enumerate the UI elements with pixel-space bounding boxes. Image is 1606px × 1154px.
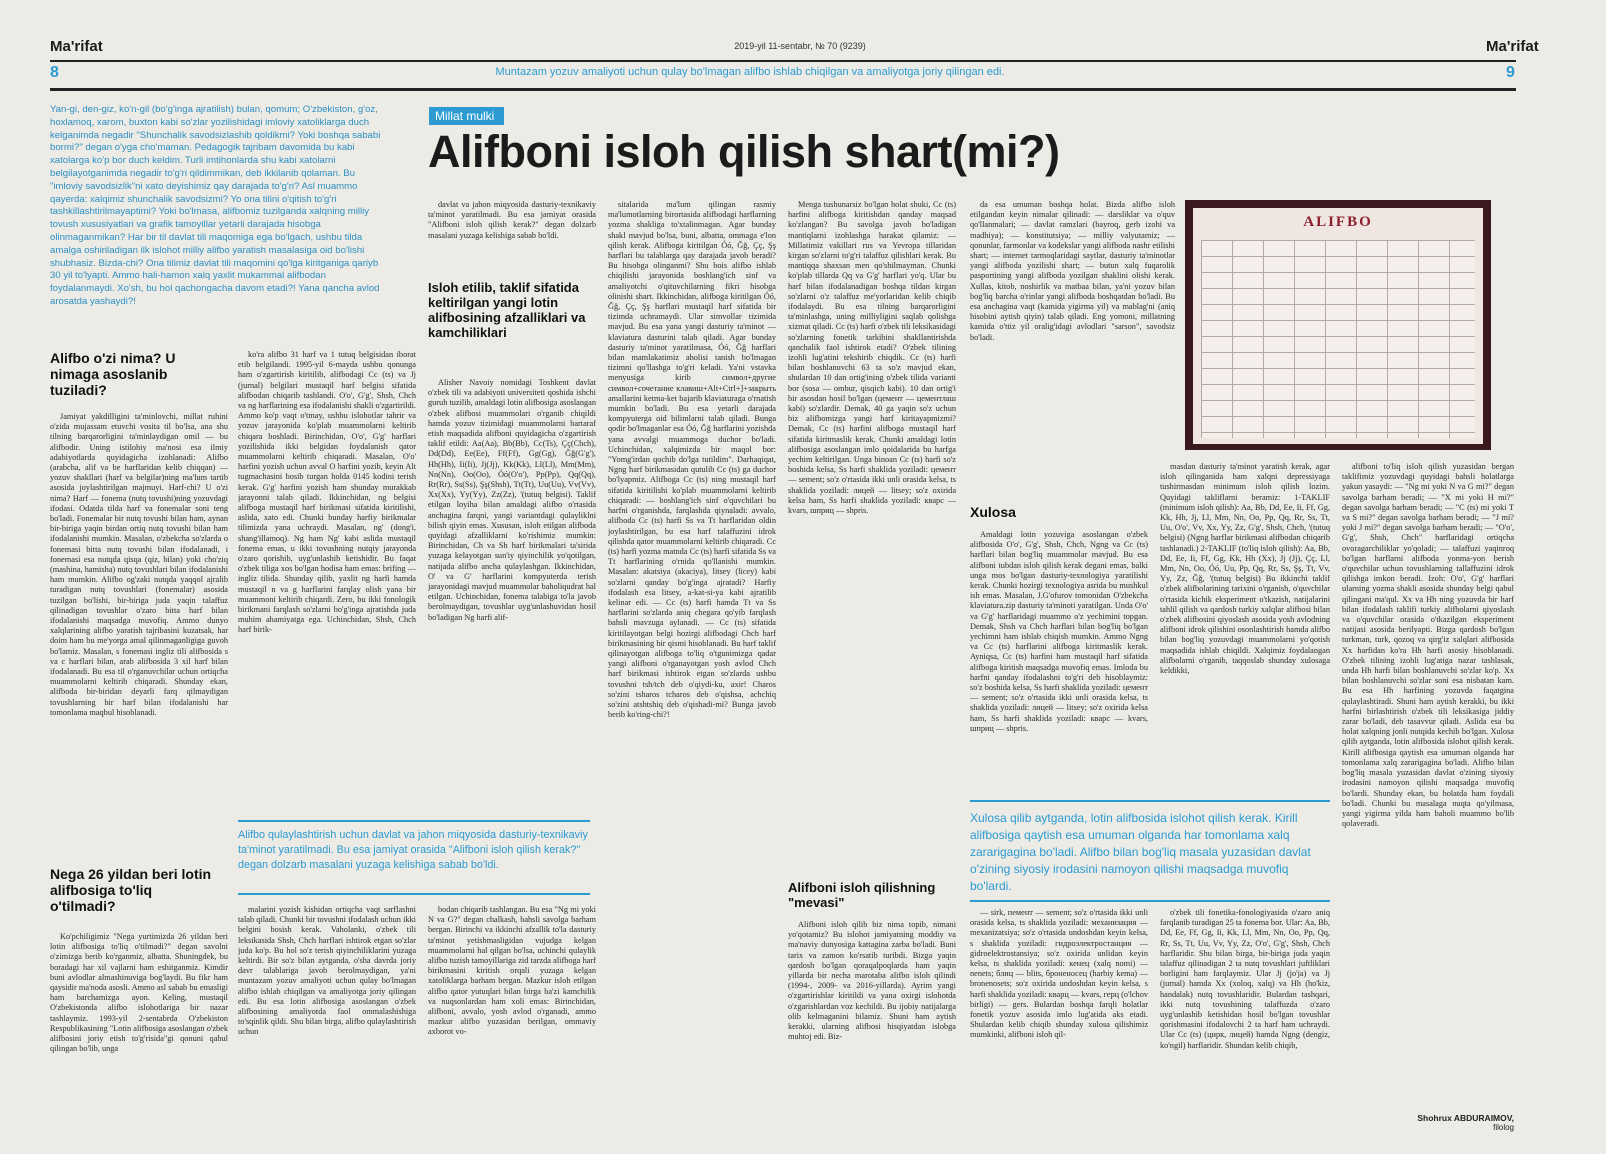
column-6b-text: Amaldagi lotin yozuviga asoslangan o'zbek alifbosida O'o', G'g', Shsh, Chch, Ngng va Cc (ts) harflari bilan bog'liq muammolar mavjud. Bu esa alifboni tubdan islоh qilish kerak degani emas, balki unga mos bo'lgan dasturiy-texnologiya yaratilishi kerak. Chunki hozirgi texnologiya asrida bu mushkul ish emas. Masalan, J.G'ofurov tomonidan O'zbekcha klaviatura.zip dasturiy ta'minoti yaratilgan. Unda O'o' va G'g' harflaridagi muammo o'z yechimini topgan. Demak, Shsh va Chch harflari bilan bog'liq bo'lgan yechimni ham ishlab chiqish mumkin. Ammo Ngng va Cc (ts) harflarini alifboga kiritmaslik kerak. Ayniqsa, Cc (ts) harfini ham mustaqil harf sifatida alifboga kiritish maqsadga muvofiq emas. Imloda bu harfni qanday ifodalashni to'g'ri deb hisoblaymiz: so'z boshida kelsa, Ss harfi shaklida yoziladi: цемент — sement; so'z o'rtasida ikki unli orasida kelsa, ts shaklida yoziladi: лицей — litsey; so'z oxirida kelsa ham, Ss harfi shaklida yoziladi: кварс — kvars, шприц — shpris. bbox=[970, 530, 1148, 733]
column-3b bbox=[428, 378, 596, 808]
left-brand: Ma'rifat bbox=[50, 38, 103, 55]
column-6c-text: — sirk, пемент — sement; so'z o'rtasida ikki unli orasida kelsa, ts shaklida yoziladi: механизация — mexanizatsiya; so'z o'rtasida undoshdan keyin kelsa, s shaklida yoziladi: гидроэлектростанция — gidroelektrostansiya; so'z oxirida unlidan keyin kelsa, ts shaklida yoziladi: кенец (xalq nomi) — nenets; блиц — blits, броненосец (harbiy kema) — bronenosets; so'z oxirida undoshdan keyin kelsa, s harfi shaklida yoziladi: кварц — kvars, герц (o'lchov birligi) — gers. Bulardan boshqa farqli holatlar fonetik yozuv asosida imlo lug'atida aks etadi. Shulardan kelib chiqib shunday xulosa qilishimiz mumkinki, alifboni islоh qil- bbox=[970, 908, 1148, 1040]
subhead-why-26-years: Nega 26 yildan beri lotin alifbosiga to'liq o'tilmadi? bbox=[50, 866, 212, 914]
column-7b-text: o'zbek tili fonetika-fonologiyasida o'zaro aniq farqlanib turadigan 25 ta fonema bor. Ular: Aa, Bb, Dd, Ee, Ff, Gg, Ii, Kk, Ll, Mm, Nn, Oo, Pp, Qq, Rr, Ss, Tt, Uu, Vv, Yy, Zz, O'o', G'g', Shsh, Chch harflaridir. Shu bilan birga, bir-biriga juda yaqin talaffuz qilinadigan 2 ta nutq tovushlari juftliklari borligini ham farqlaymiz. Ular Jj (jo'ja) va Jj (jurnal) hamda Xx (xoloq, xalq) va Hh (ho'kiz, handalak) nutq tovushlaridir. Bulardan tashqari, ikki nutq tovushining talaffuzda o'zaro uyg'unlashib ketishidan hosil bo'lgan tovushlar qorishmasini ifodalovchi 2 ta harf ham uchraydi. Ular Cc (ts) (цирк, лицей) hamda Ngng (dengiz, ko'ngil) harflaridir. Shundan kelib chiqib, bbox=[1160, 908, 1330, 1050]
column-1a bbox=[50, 412, 228, 844]
column-3c bbox=[428, 905, 596, 1133]
pull-quote-2: Xulosa qilib aytganda, lotin alifbosida islohot qilish kerak. Kirill alifbosiga qaytish esa umuman olganda har tomonlama xalq zararigagina bo'ladi. Alifbo bilan bog'liq masala yuzasidan davlat o'zining siyosiy irodasini namoyon qilishi maqsadga muvofiq bo'lardi. bbox=[970, 811, 1311, 893]
column-3a bbox=[428, 200, 596, 266]
column-1b-text: Ko'pchiligimiz "Nega yurtimizda 26 yildan beri lotin alifbosiga to'liq o'tilmadi?" degan savolni o'zimizga berib ko'rganmiz, albatta. Shuningdek, bu boradagi har xil vajlarni ham eshitganmiz. Kimdir buni avlodlar almashinuviga bog'laydi. Bu fikr ham qaysidir ma'noda asosli. Ammo asl sabab bu emasligi ham barchamizga ayon. Keling, mustaqil O'zbekistonda alifbo islohotlariga bir nazar tashlaymiz. 1993-yil 2-sentabrda O'zbekiston Respublikasining "Lotin alifbosiga asoslangan o'zbek alifbosini joriy etish to'g'risida"gi qonuni qabul qilingan bo'lib, unga bbox=[50, 932, 228, 1054]
column-8 bbox=[1342, 462, 1514, 1102]
subhead-proposed-alphabet: Isloh etilib, taklif sifatida keltirilgan yangi lotin alifbosining afzalliklari va kamchiliklari bbox=[428, 280, 586, 340]
alphabet-table-grid bbox=[1201, 240, 1475, 438]
subhead-reform-fruit: Alifboni isloh qilishning "mevasi" bbox=[788, 880, 936, 910]
author-name: Shohrux ABDURAIMOV, bbox=[1417, 1113, 1514, 1123]
column-4-text: sitalarida ma'lum qilingan rasmiy ma'lumotlarning birortasida alifbodagi harflarning yozma shakliga to'xtalinmagan. Agar bunday shakl mavjud bo'lsa, buni, albatta, ommaga e'lon qilish kerak. Alifboga kiritilgan Óó, Ğğ, Çç, Şş harflari bu talablarga qay darajada javob beradi? Bu hisobga olinganmi? Shu bois alifbo ishlab chiqilishi jarayonida boshlang'ich sinf va amaliyotchi o'qituvchilarning fikri hisobga olinishi shart. Ikkinchidan, alifboga kiritilgan Óó, Ğğ, Çç, Şş harflari mustaqil harf sifatida bir tizimda uchramaydi. Ular simvollar tizimida mavjud. Bu esa yana yangi dasturiy ta'minot — klaviatura dasturini talab qiladi. Agar bunday dasturiy ta'minot yaratilmasa, Óó, Ğğ harflari bilan mamlakatimiz aholisi tanish bo'lmagan tizimni qo'llashga to'g'ri keladi. Ya'ni vstavka menyusiga kirib символ+другие символ+сочетание клавиш+Alt+Ctrl+]+закрыть amallarini ketma-ket bajarib klaviaturaga o'rnatish mumkin bo'ladi. Bu esa yetarli darajada kompyuterga oid bilimlarni talab qiladi. Bunga qodir bo'lmaganlar esa Óó, Ğğ harflarini yozishda yana avvalgi muammoga duchor bo'ladi. Uchinchidan, xalqimizda bir maqol bor: "Yomg'irdan qochib do'lga tutildim". Darhaqiqat, Ngng harf birikmasidan qutulib Cc (ts) ga duchor bo'lyapmiz. Alifboga Cc (ts) ning mustaqil harf sifatida kiritilishi ko'plab muammolarni keltirib chiqaradi: — boshlang'ich sinf o'quvchilari bu harfni o'rganishda, farqlashda qiynaladi: avvalo, alifboda Cc (ts) harfi Ss va Tt harflaridan oldin joylashtirilgan, bu esa harf talaffuzini idrok qilishda qator muammolarni keltirib chiqaradi. Cc (ts) harfi yozma matnda Cc (ts) harfi sifatida Ss va Tt harflarining o'rnida qo'llanishi mumkin. Masalan: akatsiya (akaciya), litsey (licey) kabi so'zlarni qanday bo'g'inga ajratadi? Harfiy ifodalash esa litsey, a-kat-si-ya kabi ajratilib kelinar edi. — Cc (ts) harfi hamda Tt va Ss harflarini so'zlarda aniq chegara qo'yib farqlash bahsli mavzuga aylanadi. — Cc (ts) sifatida kiritilayotgan belgi hozirgi alifbodagi Chch harf birikmasining bir qismi hisoblanadi. Bu harf taklif qilinayotgan alifboga to'liq o'tgunimizga qadar yangi alifboni o'rganayotgan yosh avlod Chch harf birikmasi ishtirok etgan so'zlarda ushbu tovushni tsh/tch deb o'qiydi-ku, axir! Charos so'zini tsharos tcharos deb o'qishsa, achchiq so'zini atshtshiq deb o'qishadi-mi? Bunga javob berib ko'ring-chi?! bbox=[608, 200, 776, 720]
header-rule-bottom bbox=[50, 88, 1516, 91]
column-1b bbox=[50, 932, 228, 1132]
column-2b bbox=[238, 905, 416, 1133]
column-4 bbox=[608, 200, 776, 1133]
article-title: Alifboni isloh qilish shart(mi?) bbox=[428, 126, 1060, 177]
alphabet-board-photo bbox=[1185, 200, 1491, 450]
column-3c-text: bodan chiqarib tashlangan. Bu esa "Ng mi yoki N va G?" degan chalkash, bahsli savolga barham bergan. Birinchi va ikkinchi afzallik to'la dasturiy ta'minot yetishmasligidan vujudga kelgan muammolarni hal qilgan bo'lsa, uchinchi qulaylik alifbo tuzish tamoyillariga zid tarzda alifboga harf birikmasini kiritish orqali yuzaga kelgan xatoliklarga barham bergan. Mazkur islоh etilgan alifbo qator yutuqlari bilan birga ba'zi kamchilik va nuqsonlardan ham xoli emas: Birinchidan, alifboni, avvalo, yosh avlod o'rganadi, ammo mazkur alifbo yuzasidan berilgan, ommaviy axborot vo- bbox=[428, 905, 596, 1037]
column-7b bbox=[1160, 908, 1330, 1133]
author-signature bbox=[1417, 1113, 1514, 1132]
pull-quote-1: Alifbo qulaylashtirish uchun davlat va jahon miqyosida dasturiy-texnikaviy ta'minot yaratilmadi. Bu esa jamiyat orasida "Alifboni isloh qilish kerak?" degan dolzarb masalani yuzaga kelishiga sabab bo'ldi. bbox=[238, 829, 588, 871]
column-5b-text: Alifboni isloh qilib biz nima topib, nimani yo'qotamiz? Bu islohot jamiyatning moddiy va ma'naviy dunyosiga kattagina zarba bo'ladi. Buni tarix va zamon ko'rsatib turibdi. Bizga yaqin qardosh bo'lgan qoraqalpoqlarda ham yaqin yillarda bir necha marotaba alifbo islоh qilindi (1994-, 2009- va 2016-yillarda). Ayrim yangi o'zgartirishlar kiritildi va yana oxirgi islohotda o'zgarishlardan voz kechildi. Bu ijobiy natijalarga olib kelmaganini bilamiz. Shuni ham aytish kerakki, ularning alifbosi hisqiyatdan islobga muhtoj edi. Biz- bbox=[788, 920, 956, 1042]
quote-1-rule-top bbox=[238, 820, 590, 822]
column-2a bbox=[238, 350, 416, 808]
column-6a bbox=[970, 200, 1175, 470]
column-6b bbox=[970, 530, 1148, 792]
column-7a bbox=[1160, 462, 1330, 792]
page-number-right: 9 bbox=[1506, 64, 1515, 81]
issue-date: 2019-yil 11-sentabr, № 70 (9239) bbox=[734, 41, 866, 51]
header-rule-top bbox=[50, 60, 1516, 62]
column-2b-text: malarini yozish kishidan ortiqcha vaqt sarflashni talab qiladi. Chunki bir tovushni ifodalash uchun ikki belgini bosish kerak. Vaholanki, o'zbek tili leksikasida Shsh, Chch harflari ishtirok etgan so'zlar juda ko'p. Bu hol so'z terish qiyinchiliklarini yuzaga keltirdi. Bir so'z bilan aytganda, o'sha davrda joriy davr talablariga javob berolmaydigan, ya'ni muntazam yozuv amaliyoti uchun qulay bo'lmagan alifbo ishlab chiqilgan va amaliyotga joriy qilingan edi. Bu esa lotin alifbosiga asoslangan o'zbek alifbosining amaliyotda faol ommalashishiga to'sqinlik qildi. Shu bilan birga, alifbo qulaylashtirish uchun bbox=[238, 905, 416, 1037]
alphabet-board bbox=[1193, 208, 1483, 444]
column-7a-text: masdan dasturiy ta'minot yaratish kerak, agar islоh qilinganida ham xalqni depressiyaga tushirmasdan minimum islоh qilish lozim. Quyidagi takliflarni beramiz: 1-TAKLIF (minimum islоh qilish): Aa, Bb, Dd, Ee, Ii, Ff, Gg, Kk, Hh, Jj, Ll, Mm, Nn, Oo, Pp, Qq, Rr, Ss, Tt, Uu, O'o', Vv, Xx, Yy, Zz, G'g', Shsh, Chch, '(tutuq belgisi) (Ngng harflar birikmasi alifbodan chiqarib tashlanadi.) 2-TAKLIF (to'liq islоh qilish): Aa, Bb, Dd, Ee, Ii, Ff, Gg, Kk, Hh (Xx), Jj (Jj), Çç, Ll, Mm, Nn, Oo, Óó, Uu, Pp, Qq, Rr, Ss, Şş, Tt, Vv, Yy, Zz, Ğğ, '(tutuq belgisi) Bu ikkinchi taklif o'zbek alifbolarining tarixini o'rganish, o'quvchilar o'rtasida kichik eksperiment o'tkazish, natijalarini tahlil qilish va qardosh turkiy xalqlar alifbosi bilan o'zbek alifbosini qiyoslash asosida yosh avlodning alifboni idrok qilishini osonlashtirish hamda alifbo bilan bog'liq yozuvdagi muammolarni yo'qotish maqsadida ishlab chiqildi. Xalqimiz foydalangan alifbolarni o'rganib, taqqoslab shunday xulosaga keldikki, bbox=[1160, 462, 1330, 676]
section-kicker: Millat mulki bbox=[429, 107, 504, 125]
column-3b-text: Alisher Navoiy nomidagi Toshkent davlat o'zbek tili va adabiyoti universiteti qoshida ishchi guruh tuzilib, amaldagi lotin alifbosiga asoslangan o'zbek alifbosi muammolari o'rganib chiqildi hamda yozuv tizimidagi muammolarni bartaraf etish maqsadida alifboni quyidagicha o'zgartirish taklif etildi: Aa(Aa), Bb(Bb), Cc(Ts), Çç(Chch), Dd(Dd), Ee(Ee), Ff(Ff), Gg(Gg), Ğğ(G'g'), Hh(Hh), Ii(Ii), Jj(Jj), Kk(Kk), Ll(Ll), Mm(Mm), Nn(Nn), Oo(Oo), Óó(O'o'), Pp(Pp), Qq(Qq), Rr(Rr), Ss(Ss), Şş(Shsh), Tt(Tt), Uu(Uu), Vv(Vv), Xx(Xx), Yy(Yy), Zz(Zz), '(tutuq belgisi). Taklif etilgan loyiha bilan amaldagi alifbo o'rtasida anchagina farqni, yangi variantdagi qulayliklni bilish qiyin emas. Xususan, islоh etilgan alifboda quyidagi afzalliklarni ko'rishimiz mumkin: Birinchidan, Ch va Sh harf birikmalari ta'sirida yuzaga kelayotgan sun'iy qiyinchilik yo'qotilgan, natijada alifbo ancha qulaylashgan. Ikkinchidan, O' va G' harflarini kompyuterda terish jarayonidagi mavjud muammolar baholiqudrat hal etilgan. Uchinchidan, fonema talabiga to'la javob berolmaydigan, tovushlar uyg'unlashuvidan hosil bo'ladigan Ng harfi alif- bbox=[428, 378, 596, 622]
intro-paragraph: Yan-gi, den-giz, ko'n-gil (bo'g'inga ajratilish) bulan, qomum; O'zbekiston, g'oz, hoxlamoq, xarom, buxton kabi so'zlar yozilishidagi imloviy xatoliklarga duch kelganimda negadir "Shunchalik savodsizlashib qoldikmi? Yoki boshqa sababi bormi?" degan o'yga cho'maman. Pedagogik tajribam davomida bu kabi xatolarga ko'p bor duch keldim. Turli imtihonlarda shu kabi xatolarni belgilayotganimda negadir to'g'ri qildimmikan, deb ikkilanib qolaman. Bu "imloviy savodsizlik"ni xato deyishimiz qay darajada to'g'ri? Asl muammo qayerda: xalqimiz shunchalik savodsizmi? Yo ona tilini o'qitish to'g'ri tashkillashtirilmayaptimi? Yoki bo'lmasa, alifbomiz tuzilganda xalqning milliy tovush xususiyatlari va grafik tamoyillar yetarli darajada hisobga olinmaganmikan? Har bir til davlat tili maqomiga ega bo'lgach, ushbu tilda amalga oshiriladigan ilk islohot milliy alifbo yaratish masalasiga oid bo'lishi shubhasiz. Bizda-chi? Ona tilimiz davlat tili maqomini qo'lga kiritganiga qariyb 30 yil to'lyapti. Ammo hali-hamon xalq yaxlit mukammal alifbodan foydalanmaydi. Xo'sh, bu hol qachongacha davom etadi?! Yana qancha avlod arosatda yashaydi?! bbox=[50, 104, 381, 307]
quote-2-rule-top bbox=[970, 800, 1330, 802]
column-8-text: alifboni to'liq islоh qilish yuzasidan bergan taklifimiz yozuvdagi quyidagi bahsli holatlarga yakun yasaydi: — "Ng mi yoki N va G mi?" degan savolga barham beradi; — "X mi yoki H mi?" degan savolga barham beradi; — "C (ts) mi yoki T va S mi?" degan savolga barham beradi; — "J mi? yoki J mi?" degan savolga barham beradi; — "O'o', G'g', Shsh, Chch" harflaridagi ortiqcha ovoragarchiliklar yo'qoladi; — talaffuzi yaqinroq bo'lgan harflarni alifboda yonma-yon berish o'quvchilar uchun tovushlarning tallaffuzini idrok qilishga imkon beradi. Izoh: O'o', G'g' harflari ularning yozma shakli asosida shunday belgi qabul qilingani ma'qul. Xx va Hh ning yozuvda bir harf bilan ifodalash taklifi turkiy alifbolarni qiyoslash va o'quvchilar orasida o'tkazilgan eksperiment natijasi asosida berilyapti. Bizga qardosh bo'lgan turkman, turk, qozoq va qirg'iz xalqlari alifbosida Xx harfidan ko'ra Hh harfi asosiy hisoblanadi. O'zbek tilining izohli lug'atiga nazar tashlasak, unda Hh harfi bilan boshlanuvchi so'zlar ko'p. Xx bilan boshlanuvchi so'zlar soni esa nisbatan kam. Bu esa Hh harfining yozuvda faqatgina qulaylashtiradi. Shuni ham aytish kerakki, bu ikki harfni birlashtirish o'zbek tili leksikasiga jiddiy zarar bo'ladi, deb tasavvur qiladi. Aslida esa bu holat xalqning jonli nutqida kechib bo'lgan. Xulosa qilib aytganda, lotin alifbosida islоhot qilish kerak. Kirill alifbosiga qaytish esa umuman olganda har tomonlama xalq zararigagina bo'ladi. Alifbo bilan bog'liq masala yuzasidan davlat o'zining siyosiy irodasini namoyon qilishi maqsadga muvofiq bo'lardi. Shunday ekan, bu holatda ham foydali bo'ladi. Chunki bu masalaga nuqta qo'yilmasa, yangi yigirma yilda ham baholi muammo bo'lib qolaveradi. bbox=[1342, 462, 1514, 829]
column-1a-text: Jamiyat yakdilligini ta'minlovchi, millat ruhini o'zida mujassam etuvchi vosita til bo'lsa, ana shu tilning barqarorligini ta'minlaydigan omil — bu alifbodir. Uning istilohiy ma'nosi esa ilmiy adabiyotlarda quyidagicha izohlanadi: Alifbo (arabcha, alif va be harflaridan kelib chiqqan) — yozuv shakllari (harf va belgilar)ning ma'lum tartib asosida joylashtirilgan majmuyi. Harf-chi? U o'zi nima? Harf — fonema (nutq tovushi)ning yozuvdagi ifodasi. Odatda tilda harf va fonemalar soni teng bo'ladi. Fonemalar bir nutq tovushi bilan ham, aynan bir-biriga yaqin birdan ortiq nutq tovushi bilan ham ifodalanishi mumkin. Masalan, o'zbekcha so'zlarda o fonemasi bitta nutq tovushi bilan ifodalanadi, i fonemasi esa nutqda qisqa (qiz, bilan) yoki cho'ziq (mashina, hamisha) nutq tovushlari bilan ifodalanishi ham mumkin. Alifbo og'zaki nutqda yaqqol ajralib turadigan nutq tovushlari (fonemalar) asosida tuzilgan bo'lishi, bir-biriga juda yaqin talaffuz qilinadigan tovushlar o'zaro bitta harf bilan ifodalanishi maqsadga muvofiq. Ammo dunyo xalqlarining alifbo yaratish tajribasini kuzatsak, har doim ham bu me'yorga amal qilinmaganligiga guvoh bo'lamiz. Masalan, s fonemasi ingliz tili alifbosida s va c harflari bilan, arab alifbosida 3 xil harf bilan ifodalanadi. Bu esa til o'rganuvchilar uchun ortiqcha muammolarni keltirib chiqaradi. Shunday ekan, alifboda bir-biridan deyarli farq qilmaydigan tovushlarning bir harf bilan ifodalanishi har tomonlama maqbul hisoblanadi. bbox=[50, 412, 228, 717]
column-5a-text: Menga tushunarsiz bo'lgan holat shuki, Cc (ts) harfini alifboga kiritishdan qanday maqsad ko'zlangan? Bu savolga javob bo'ladigan mantiqlarni izohlashga harakat qilamiz: — Millatimiz vakillari rus va Yevropa tillaridan kirgan so'zlarni to'g'ri talaffuz qilishlari kerak. Bu mantiqqa shaxsan men qo'shilmayman. Chunki ko'plab tillarda Qq va G'g' harflari yo'q. Ular bu harf bilan ifodalanadigan boshqa tildan kirgan so'zlarni o'z talaffuz me'yorlaridan kelib chiqib ifodalaydi. Bu esa tilning barqarorligini ta'minlashga, uning milliyligini saqlab qolishga xizmat qiladi. Cc (ts) harfi o'zbek tili leksikasidagi so'zlarning fonetik tarkibini shakllantirishda qanchalik faol ishtirok etadi? O'zbek tilining izohli lug'atini tekshirib chiqdik. Cc (ts) harfi bilan boshlanuvchi 63 ta so'z mavjud ekan, shulardan 10 dan ortig'ining o'zbek tilida varianti bor (sosa — ombur, qisqich kabi). 10 dan ortig'i bir asosdan hosil bo'lgan (цемент — цементлаш kabi) so'zlardir. Demak, 40 ga yaqin so'z uchun biz alifbomizga yangi harf kiritayapmizmi? Demak, Cc (ts) harfini alifboga mustaqil harf sifatida kiritmaslik kerak. Chunki amaldagi lotin alifbosiga asoslangan imlo qoidalarida bu harfga yechim keltirilgan. Unga binoan Cc (ts) harfi so'z boshida kelsa, Ss harfi shaklida yoziladi: цемент — sement; so'z o'rtasida ikki unli orasida kelsa, ts shaklida yoziladi: лицей — litsey; so'z oxirida kelsa ham, Ss harfi shaklida yoziladi: кварс — kvars, шприц — shpris. bbox=[788, 200, 956, 516]
column-6c bbox=[970, 908, 1148, 1133]
tagline: Muntazam yozuv amaliyoti uchun qulay bo'lmagan alifbo ishlab chiqilgan va amaliyotga joriy qilingan edi. bbox=[495, 66, 1005, 78]
board-title: ALIFBO bbox=[1303, 214, 1373, 230]
column-5a bbox=[788, 200, 956, 860]
column-6a-text: da esa umuman boshqa holat. Bizda alifbo islоh etilgandan keyin nimalar qilinadi: — darsliklar va o'quv qo'llanmalari; — davlat ramzlari (bayroq, gerb izohi va madhiya); — konstitutsiya; — milliy valyutamiz; — qonunlar, farmonlar va kodekslar yangi alifboda nashr etilishi shart; — internet tarmoqlaridagi saytlar, dasturiy ta'minotlar yangi alifboda yozilishi shart; — butun xalq fuqarolik pasportining yangi alifboda yozilgan shaklini olishi kerak. Xullas, kitob, noshirlik va matbaa bilan, ya'ni yozuv bilan bog'liq barcha o'rinlar yangi alifboda boshqatdan bo'ladi. Bu esa anchagina vaqt (kamida yigirma yil) va mablag'ni (aniq hisobini aytish qiyin) talab qiladi. Eng yomoni, millatning kamida o'ttiz yil oralig'idagi avlodlari "sarson", savodsiz bo'ladi. bbox=[970, 200, 1175, 342]
column-2a-text: ko'ra alifbo 31 harf va 1 tutuq belgisidan iborat etib belgilandi. 1995-yil 6-mayda ushbu qonunga ham o'zgartirish kiritilib, alifbodagi Cc (ts) va Jj (jurnal) belgilari mustaqil harf belgisi sifatida alifbodan chiqarib tashlandi. O'o', G'g', Shsh, Chch va ng harflarining esa ifodalanishi shakli o'zgartirildi. Ammo ko'p vaqt o'tmay, ushbu islohotlar tahrir va yozuv jarayonida ko'plab muammolarni keltirib chiqara boshladi. Birinchidan, O'o', G'g' harflari yozilishida ikki belgidan foydalanish qator muammolarni keltirib chiqaradi. Masalan, O'o' harfini yozish uchun avval O harfini yozib, keyin Alt tugmachasini bosib turgan holda 0145 kodini terish kerak. G'g' harfini yozish ham shunday murakkab jarayonni talab qiladi. Ikkinchidan, ng belgisi alifboga mustaqil harf birikmasi sifatida kiritilishi, aslida, xato edi. Chunki bunday harfiy birikmalar tilimizda yana uchraydi. Masalan, ng' (dong'i, shang'illamoq). Ng ham Ng' kabi aslida mustaqil fonema emas, u ikki tovushning nutqiy jarayonda o'zaro qorishib, uyg'unlashib ketishidir. Bu faqat o'zbek tiliga xos bo'lgan hodisa ham emas: brifing — ingliz tilida. Shunday qilib, yaxlit ng harfi hamda mustaqil n va g harflarini farqlay olish yana bir muammoni keltirib chiqardi. Zero, bu ikki fonologik birikmani farqlash so'zlarni bo'g'inga ajratishda juda muhim ahamiyatga ega. Uchinchidan, Shsh, Chch harf birik- bbox=[238, 350, 416, 635]
column-5b bbox=[788, 920, 956, 1133]
right-brand: Ma'rifat bbox=[1486, 38, 1539, 55]
author-role: filolog bbox=[1493, 1123, 1514, 1132]
column-3a-text: davlat va jahon miqyosida dasturiy-texnikaviy ta'minot yaratilmadi. Bu esa jamiyat orasida "Alifboni isloh qilish kerak?" degan dolzarb masalani yuzaga kelishiga sabab bo'ldi. bbox=[428, 200, 596, 240]
page-number-left: 8 bbox=[50, 64, 59, 81]
subhead-conclusion: Xulosa bbox=[970, 504, 1016, 520]
subhead-what-is-alphabet: Alifbo o'zi nima? U nimaga asoslanib tuziladi? bbox=[50, 350, 176, 398]
quote-1-rule-bottom bbox=[238, 893, 590, 895]
quote-2-rule-bottom bbox=[970, 900, 1330, 902]
